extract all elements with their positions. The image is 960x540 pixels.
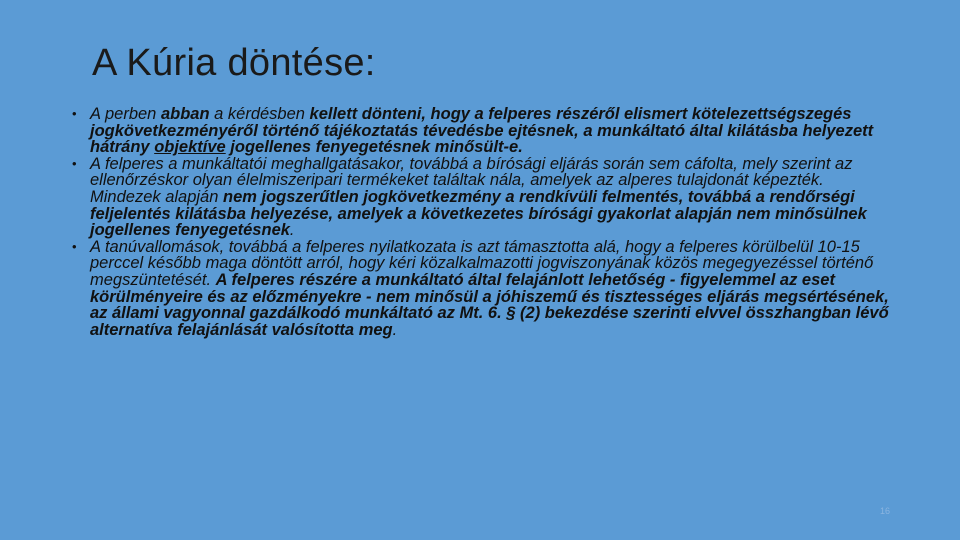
bullet-2-segment-3: . (289, 221, 295, 240)
bullet-3-segment-3: . (392, 320, 398, 339)
bullet-item-2 (72, 156, 892, 239)
bullet-text-1 (90, 105, 873, 156)
bullet-list (72, 106, 892, 338)
bullet-1-segment-5: objektíve (154, 138, 226, 157)
bullet-1-segment-4: kellett dönteni, hogy a felperes részéről elismert kötelezettségszegés jogkövetkezményéről történő tájékoztatás tévedésbe ejtésnek, a munkáltató által kilátásba helyezett hátrány (90, 105, 874, 157)
bullet-3-segment-2: A felperes részére a munkáltató által felajánlott lehetőség - figyelemmel az eset körülményeire és az előzményekre - nem minősül a jóhiszemű és tisztességes eljárás megsértésének, az állami vagyonnal gazdálkodó munkáltató az Mt. 6. § (2) bekezdése szerinti elvvel összhangban lévő alternatíva felajánlását valósította meg (90, 270, 889, 339)
bullet-dot-icon: • (72, 155, 77, 171)
bullet-dot-icon: • (72, 238, 77, 254)
bullet-text-3 (90, 238, 889, 339)
bullet-item-3 (72, 239, 892, 339)
bullet-dot-icon: • (72, 106, 77, 121)
bullet-item-1 (72, 106, 892, 156)
slide-title: A Kúria döntése: (92, 42, 376, 84)
bullet-3-segment-1: A tanúvallomások, továbbá a felperes nyilatkozata is azt támasztotta alá, hogy a felperes körülbelül 10-15 perccel később maga döntött arról, hogy kéri közalkalmazotti jogviszonyának közös megegyezéssel történő megszüntetését. (90, 237, 874, 289)
bullet-1-segment-2: abban (160, 105, 210, 123)
bullet-2-segment-2: nem jogszerűtlen jogkövetkezmény a rendkívüli felmentés, továbbá a rendőrségi feljelentés kilátásba helyezése, amelyek a következetes bírósági gyakorlat alapján nem minősülnek jogellenes fenyegetésnek (90, 187, 867, 240)
page-number: 16 (879, 506, 890, 516)
bullet-1-segment-1: A perben (90, 105, 161, 123)
bullet-1-segment-3: a kérdésben (209, 105, 310, 123)
bullet-1-segment-6: jogellenes fenyegetésnek minősült-e. (225, 138, 523, 157)
bullet-2-segment-1: A felperes a munkáltatói meghallgatásakor, továbbá a bírósági eljárás során sem cáfolta, mely szerint az ellenőrzéskor olyan élelmiszeripari termékeket találtak nála, amelyek az alperes tulajdonát képezték. Mindezek alapján (90, 154, 853, 206)
bullet-text-2 (90, 155, 867, 239)
